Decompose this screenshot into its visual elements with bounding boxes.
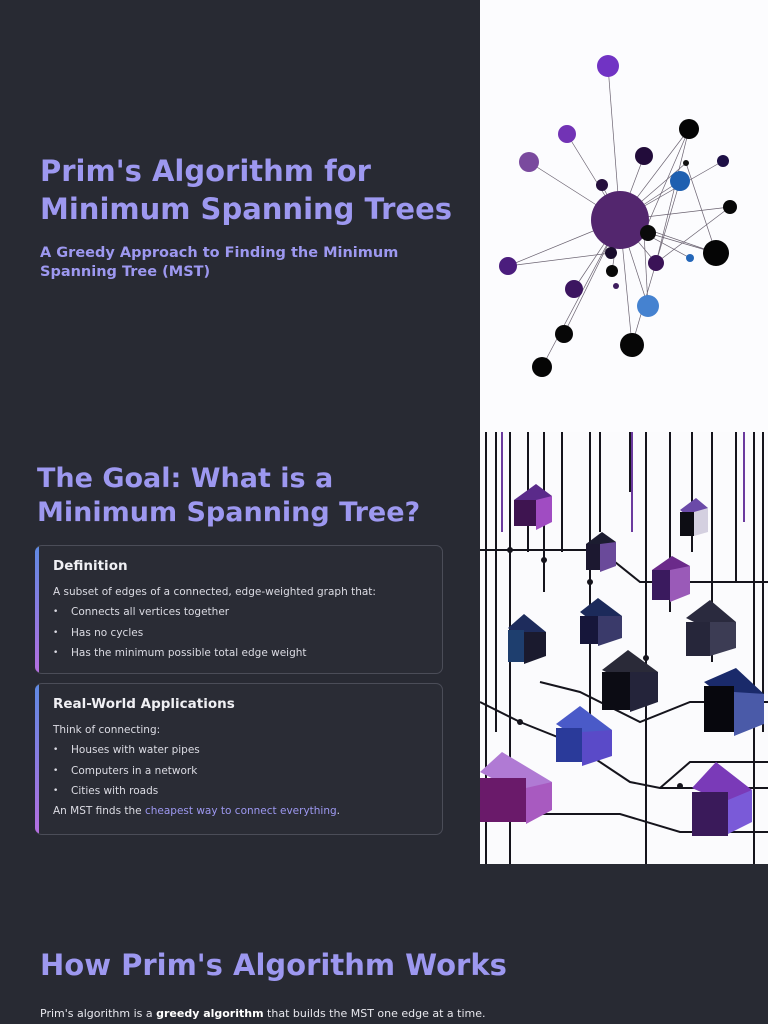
how-text-suffix: that builds the MST one edge at a time.: [263, 1007, 486, 1020]
hero-section: [0, 0, 768, 432]
note-suffix: .: [336, 804, 341, 817]
definition-list: [53, 605, 428, 660]
house-3: [680, 498, 708, 536]
how-text-prefix: Prim's algorithm is a: [40, 1007, 157, 1020]
house-10: [556, 706, 612, 766]
applications-intro: Think of connecting:: [53, 724, 161, 736]
goal-heading: The Goal: What is a Minimum Spanning Tree?: [37, 463, 421, 528]
applications-title: Real-World Applications: [53, 696, 235, 712]
houses-pipes-illustration: [480, 432, 768, 864]
definition-card: [35, 545, 443, 674]
list-item: • Has the minimum possible total edge weight: [53, 646, 428, 660]
how-text-bold: greedy algorithm: [156, 1007, 264, 1020]
house-6: [580, 598, 622, 646]
list-item: • Cities with roads: [53, 784, 428, 798]
page-subtitle: A Greedy Approach to Finding the Minimum Spanning Tree (MST): [40, 245, 399, 280]
applications-card: [35, 683, 443, 835]
note-prefix: An MST finds the: [53, 804, 145, 817]
houses-network-image: [480, 432, 768, 864]
applications-list: [53, 743, 428, 798]
house-1: [514, 484, 552, 530]
graph-illustration: [480, 0, 768, 432]
applications-note: [53, 805, 428, 817]
house-5: [508, 614, 546, 664]
definition-intro: A subset of edges of a connected, edge-weighted graph that:: [53, 586, 376, 598]
page-title: Prim's Algorithm for Minimum Spanning Trees: [40, 154, 453, 226]
list-item: • Houses with water pipes: [53, 743, 428, 757]
house-11: [480, 752, 552, 824]
list-item: • Computers in a network: [53, 764, 428, 778]
list-item: • Has no cycles: [53, 626, 428, 640]
definition-title: Definition: [53, 558, 128, 574]
how-description: [40, 1007, 486, 1020]
house-7: [686, 600, 736, 656]
house-8: [602, 650, 658, 712]
how-heading: How Prim's Algorithm Works: [40, 948, 507, 982]
graph-network-image: [480, 0, 768, 432]
list-item: • Connects all vertices together: [53, 605, 428, 619]
house-4: [652, 556, 690, 602]
house-12: [692, 762, 752, 836]
note-highlight: cheapest way to connect everything: [144, 804, 337, 817]
